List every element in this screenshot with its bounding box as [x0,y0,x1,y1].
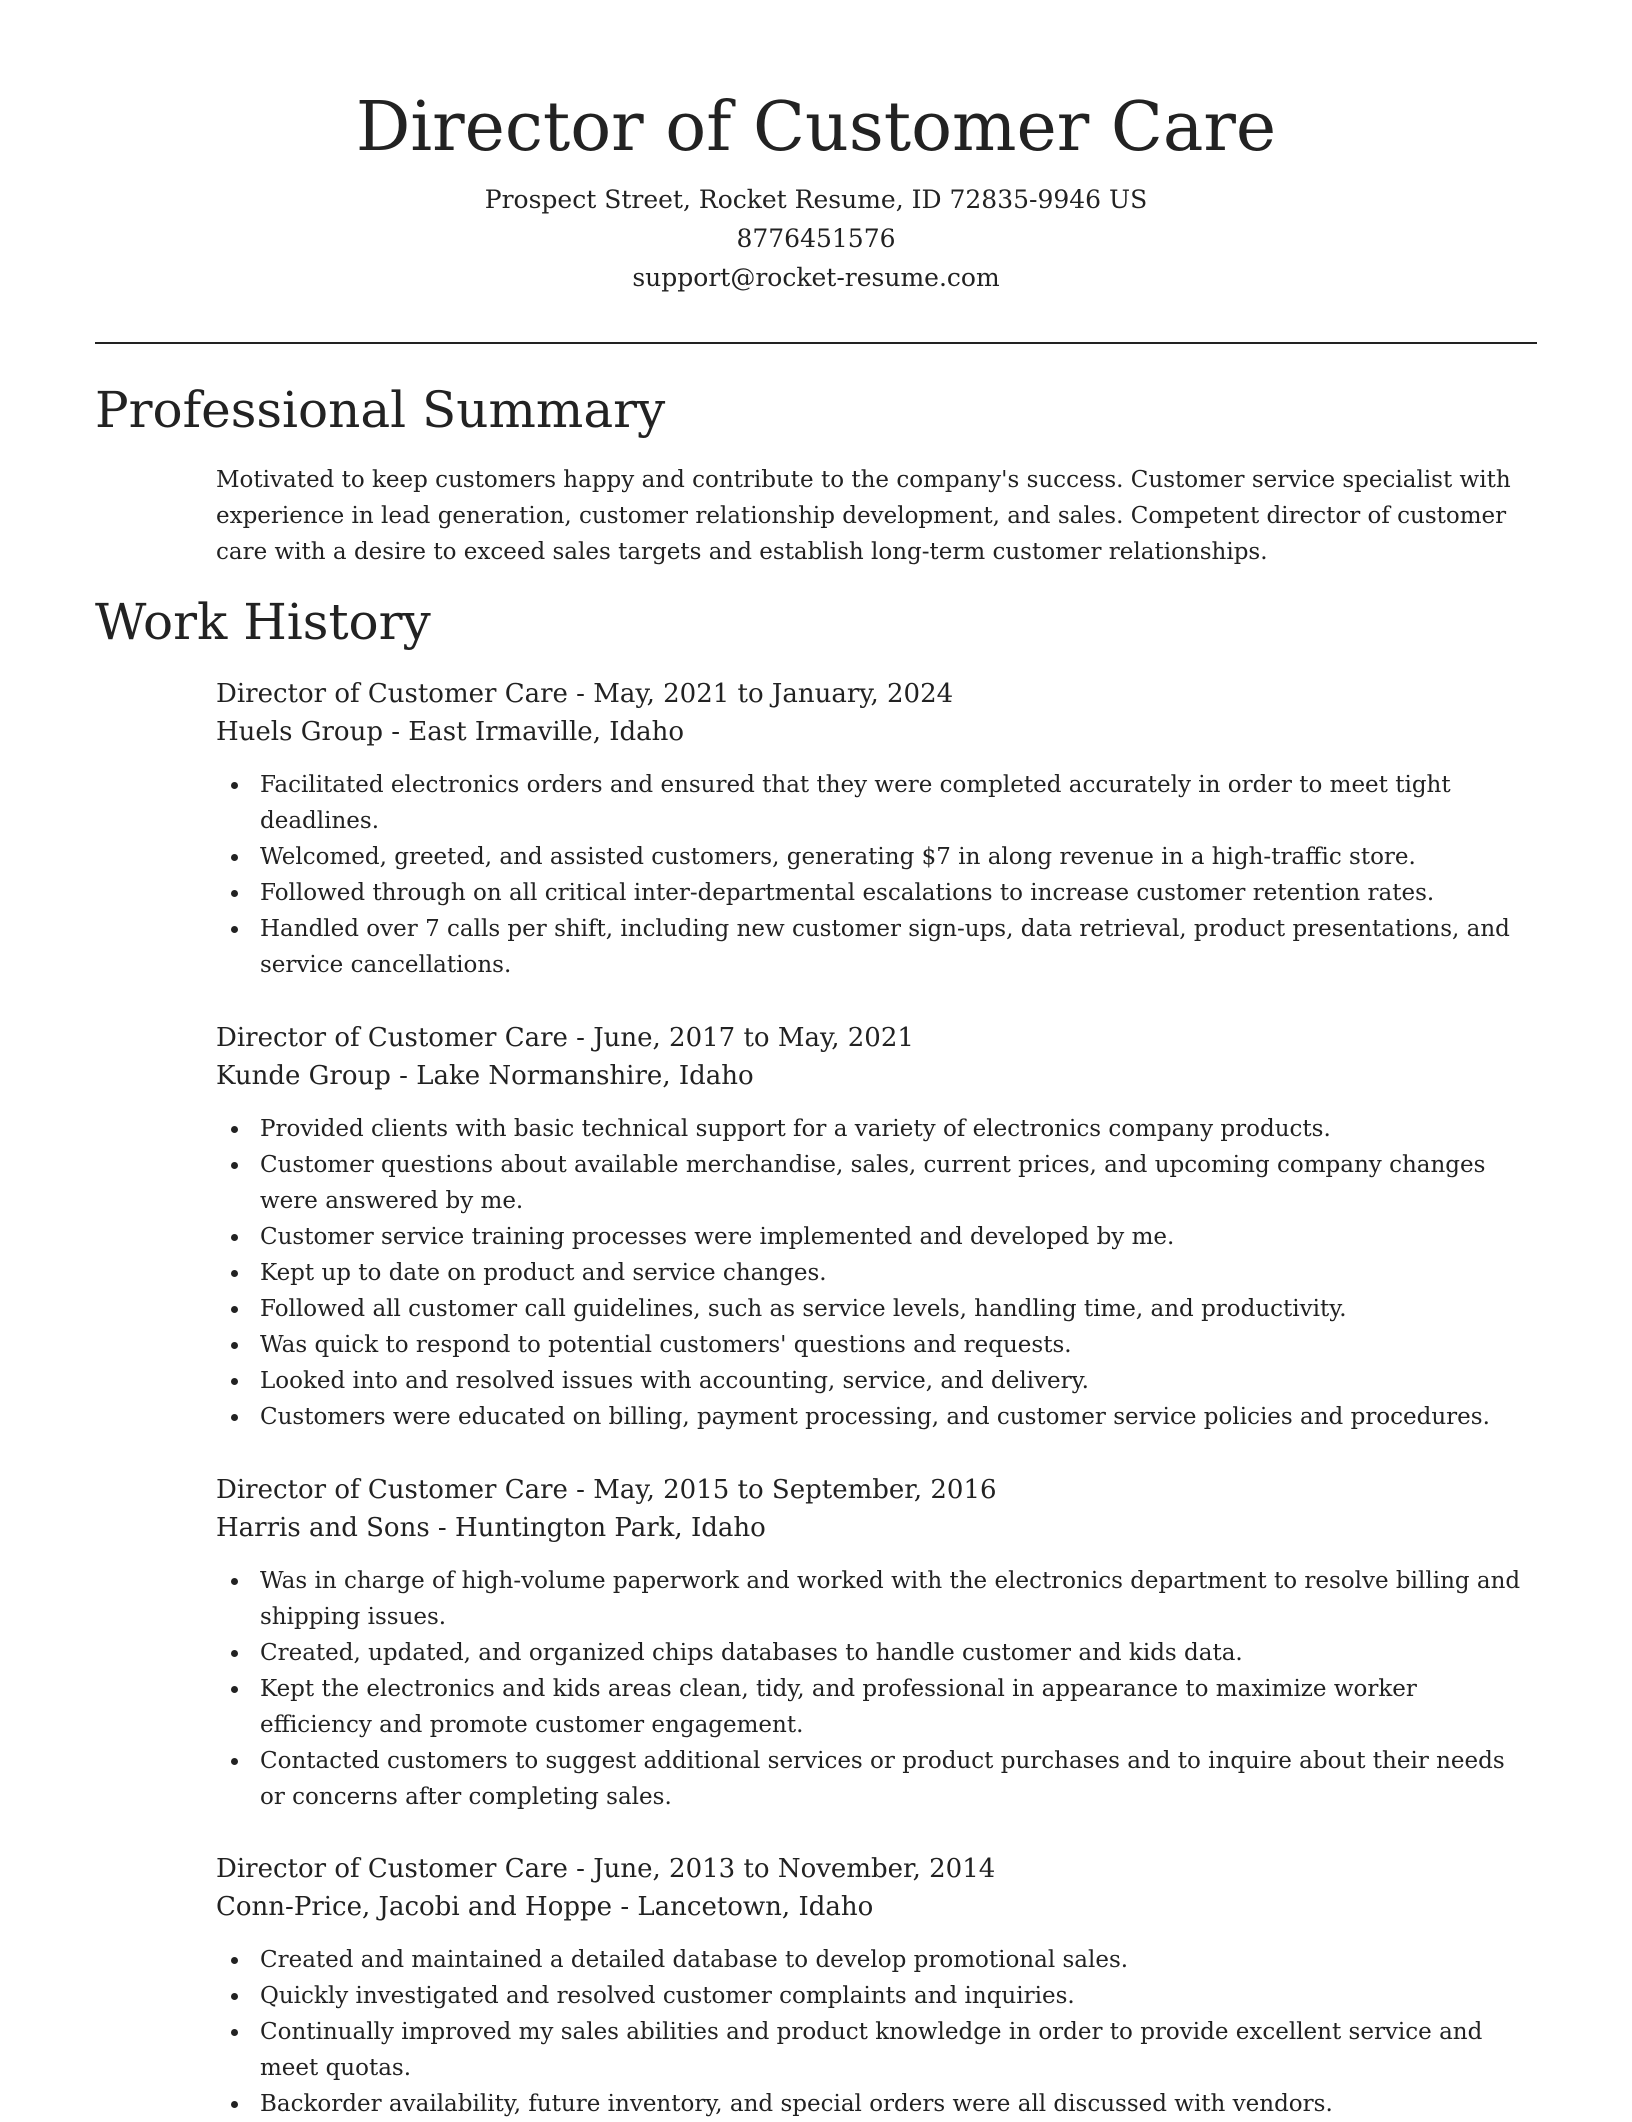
job-bullet: Customers were educated on billing, payment processing, and customer service policies and procedures. [216,1399,1536,1435]
job-bullet: Welcomed, greeted, and assisted customers, generating $7 in along revenue in a high-traffic store. [216,839,1536,875]
contact-block [0,180,1632,297]
job-company-line: Conn-Price, Jacobi and Hoppe - Lancetown, Idaho [216,1892,874,1922]
job-bullet: Quickly investigated and resolved customer complaints and inquiries. [216,1978,1536,2014]
job-title-line: Director of Customer Care - June, 2013 to November, 2014 [216,1854,996,1884]
job-bullet: Looked into and resolved issues with accounting, service, and delivery. [216,1363,1536,1399]
job-bullet-list [216,1111,1536,1435]
job-entry [216,1850,1536,2122]
job-bullet: Facilitated electronics orders and ensured that they were completed accurately in order to meet tight deadlines. [216,767,1536,839]
job-bullet: Was in charge of high-volume paperwork and worked with the electronics department to resolve billing and shipping issues. [216,1563,1536,1635]
job-bullet: Customer service training processes were implemented and developed by me. [216,1219,1536,1255]
job-bullet: Created, updated, and organized chips databases to handle customer and kids data. [216,1635,1536,1671]
contact-email: support@rocket-resume.com [632,263,1000,292]
resume-name: Director of Customer Care [355,88,1277,167]
job-bullet: Followed through on all critical inter-departmental escalations to increase customer retention rates. [216,875,1536,911]
job-bullet-list [216,767,1536,983]
job-company-line: Kunde Group - Lake Normanshire, Idaho [216,1061,754,1091]
job-entry [216,1471,1536,1815]
summary-text: Motivated to keep customers happy and contribute to the company's success. Customer service specialist with experience in lead generation, customer relationship development, and sales. Competent director of customer care with a desire to exceed sales targets and establish long-term customer relationships. [216,467,1511,565]
job-bullet-list [216,1563,1536,1815]
job-bullet: Backorder availability, future inventory, and special orders were all discussed with vendors. [216,2086,1536,2122]
job-bullet: Contacted customers to suggest additional services or product purchases and to inquire about their needs or concerns after completing sales. [216,1743,1536,1815]
job-bullet: Continually improved my sales abilities and product knowledge in order to provide excellent service and meet quotas. [216,2014,1536,2086]
job-title-line: Director of Customer Care - June, 2017 to May, 2021 [216,1023,914,1053]
job-bullet: Followed all customer call guidelines, such as service levels, handling time, and productivity. [216,1291,1536,1327]
job-bullet-list [216,1942,1536,2122]
job-bullet: Handled over 7 calls per shift, including new customer sign-ups, data retrieval, product presentations, and service cancellations. [216,911,1536,983]
job-title-line: Director of Customer Care - May, 2021 to January, 2024 [216,679,954,709]
work-history-heading: Work History [95,593,431,651]
job-bullet: Was quick to respond to potential customers' questions and requests. [216,1327,1536,1363]
contact-address: Prospect Street, Rocket Resume, ID 72835-9946 US [484,185,1148,214]
header-divider [95,342,1537,344]
resume-header [0,0,1632,297]
job-bullet: Provided clients with basic technical support for a variety of electronics company products. [216,1111,1536,1147]
job-title-line: Director of Customer Care - May, 2015 to September, 2016 [216,1475,997,1505]
job-company-line: Harris and Sons - Huntington Park, Idaho [216,1513,766,1543]
job-entry [216,675,1536,983]
job-bullet: Created and maintained a detailed database to develop promotional sales. [216,1942,1536,1978]
job-bullet: Customer questions about available merchandise, sales, current prices, and upcoming company changes were answered by me. [216,1147,1536,1219]
job-bullet: Kept the electronics and kids areas clean, tidy, and professional in appearance to maximize worker efficiency and promote customer engagement. [216,1671,1536,1743]
job-bullet: Kept up to date on product and service changes. [216,1255,1536,1291]
summary-heading: Professional Summary [95,381,666,439]
job-entry [216,1019,1536,1435]
job-company-line: Huels Group - East Irmaville, Idaho [216,717,685,747]
contact-phone: 8776451576 [736,224,896,253]
